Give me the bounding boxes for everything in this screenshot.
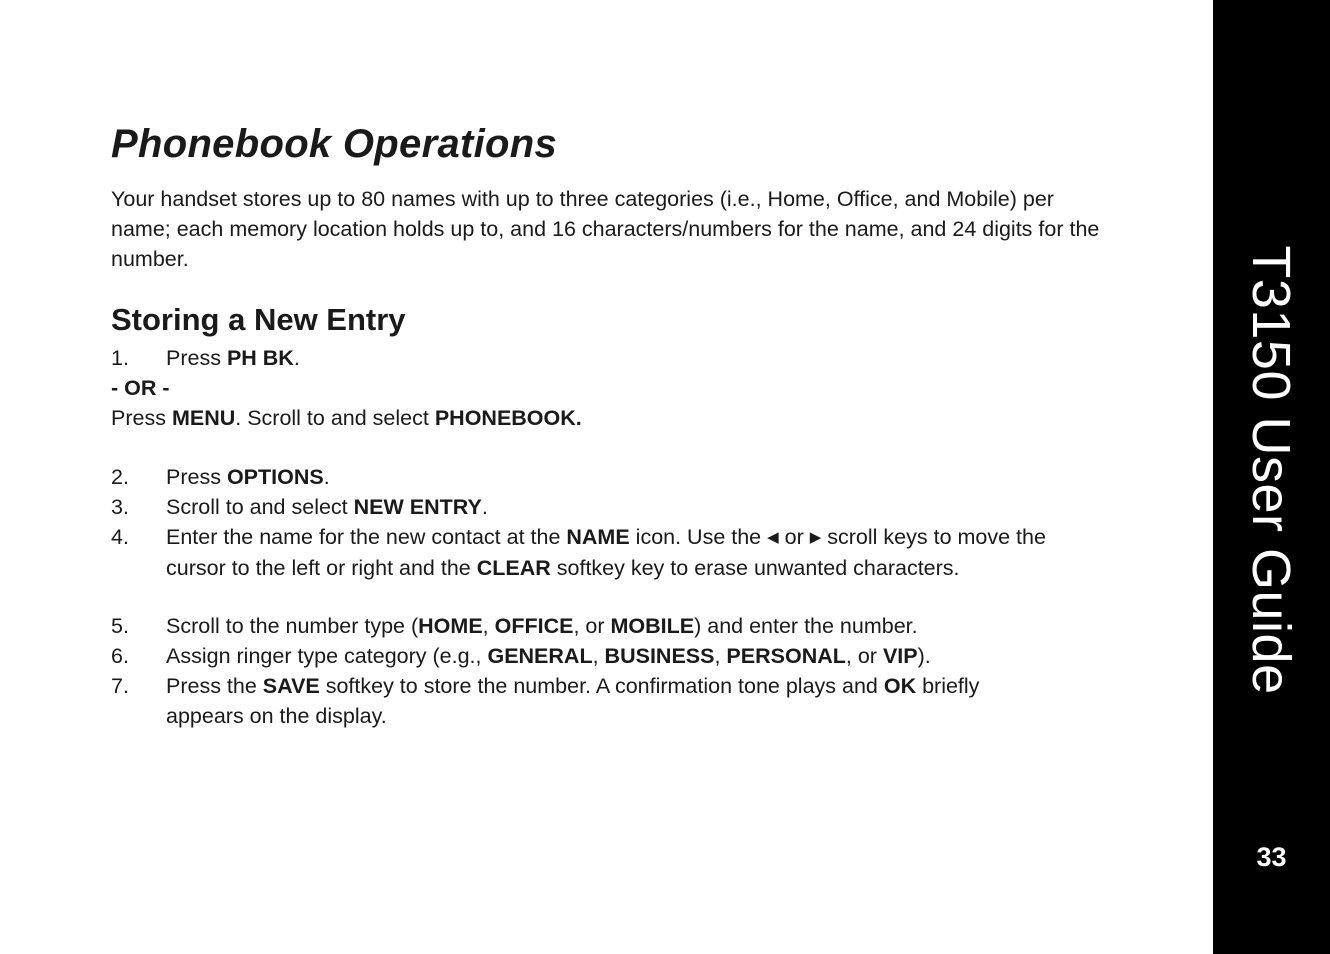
step-number: 4.	[111, 525, 129, 549]
step-text-part: ,	[592, 644, 605, 668]
or-label: - OR -	[111, 376, 170, 400]
step-4	[111, 522, 1111, 583]
step-text	[166, 492, 1111, 522]
step-7	[111, 671, 1111, 731]
key-name: OFFICE	[494, 614, 574, 638]
intro-paragraph: Your handset stores up to 80 names with up to three categories (i.e., Home, Office, and Mobile) per name; each memory location holds up to, and 16 characters/numbers for the name, and 24 digits for the number.	[111, 187, 1100, 271]
step-text-part: .	[293, 346, 300, 370]
step-text-part: . Scroll to and select	[235, 406, 435, 430]
step-text-part: .	[481, 495, 488, 519]
step-number: 6.	[111, 644, 129, 668]
step-6	[111, 641, 1111, 671]
step-text-part: Press	[111, 406, 172, 430]
guide-title: T3150 User Guide	[1241, 245, 1301, 695]
step-text	[166, 343, 1111, 373]
right-arrow-icon: ▶	[809, 529, 822, 546]
step-number: 2.	[111, 465, 129, 489]
key-name: MENU	[171, 406, 236, 430]
step-text-part: icon. Use the	[629, 525, 768, 549]
page-title: Phonebook Operations	[111, 122, 558, 166]
step-text-part: , or	[573, 614, 611, 638]
key-name: PHONEBOOK.	[434, 406, 582, 430]
step-text	[166, 671, 1046, 731]
key-name: MOBILE	[610, 614, 695, 638]
key-name: VIP	[882, 644, 918, 668]
step-number: 1.	[111, 346, 129, 370]
sidebar-tab	[1213, 0, 1330, 954]
step-text-part: Press the	[166, 674, 263, 698]
step-text-part: , or	[845, 644, 883, 668]
step-number: 5.	[111, 614, 129, 638]
alternate-step	[111, 403, 582, 433]
left-arrow-icon: ◀	[767, 529, 779, 546]
step-text-part: Press	[166, 346, 227, 370]
step-text-part: ,	[482, 614, 495, 638]
step-text-part: Scroll to and select	[166, 495, 354, 519]
step-text	[166, 462, 1111, 492]
or-separator	[111, 373, 170, 403]
step-text-part: Assign ringer type category (e.g.,	[166, 644, 488, 668]
step-text-part: scroll keys to move the cursor to the left or right and the	[166, 525, 1046, 580]
key-name: NAME	[566, 525, 630, 549]
step-text-part: Enter the name for the new contact at the	[166, 525, 567, 549]
key-name: PH BK	[226, 346, 294, 370]
key-name: PERSONAL	[726, 644, 846, 668]
key-name: OK	[883, 674, 917, 698]
key-name: BUSINESS	[604, 644, 715, 668]
step-text-part: softkey to store the number. A confirmation tone plays and	[319, 674, 884, 698]
step-text-part: ) and enter the number.	[694, 614, 918, 638]
step-text-part: Press	[166, 465, 227, 489]
step-3	[111, 492, 1111, 522]
step-text	[166, 522, 1101, 583]
step-text-part: ).	[917, 644, 931, 668]
step-text	[166, 611, 1111, 641]
step-text-part: softkey key to erase unwanted characters.	[550, 556, 960, 580]
key-name: GENERAL	[487, 644, 593, 668]
key-name: HOME	[418, 614, 483, 638]
step-text-part: or	[778, 525, 810, 549]
page-number: 33	[1256, 842, 1287, 872]
step-number: 7.	[111, 674, 129, 698]
step-number: 3.	[111, 495, 129, 519]
section-heading: Storing a New Entry	[111, 302, 406, 337]
key-name: SAVE	[262, 674, 320, 698]
step-2	[111, 462, 1111, 492]
step-text-part: briefly appears on the display.	[166, 674, 980, 728]
step-text-part: ,	[714, 644, 727, 668]
step-1	[111, 343, 1111, 373]
step-text-part: Scroll to the number type (	[166, 614, 419, 638]
key-name: OPTIONS	[226, 465, 324, 489]
step-text-part: .	[323, 465, 330, 489]
step-text	[166, 641, 1111, 671]
key-name: NEW ENTRY	[353, 495, 482, 519]
key-name: CLEAR	[476, 556, 551, 580]
step-5	[111, 611, 1111, 641]
